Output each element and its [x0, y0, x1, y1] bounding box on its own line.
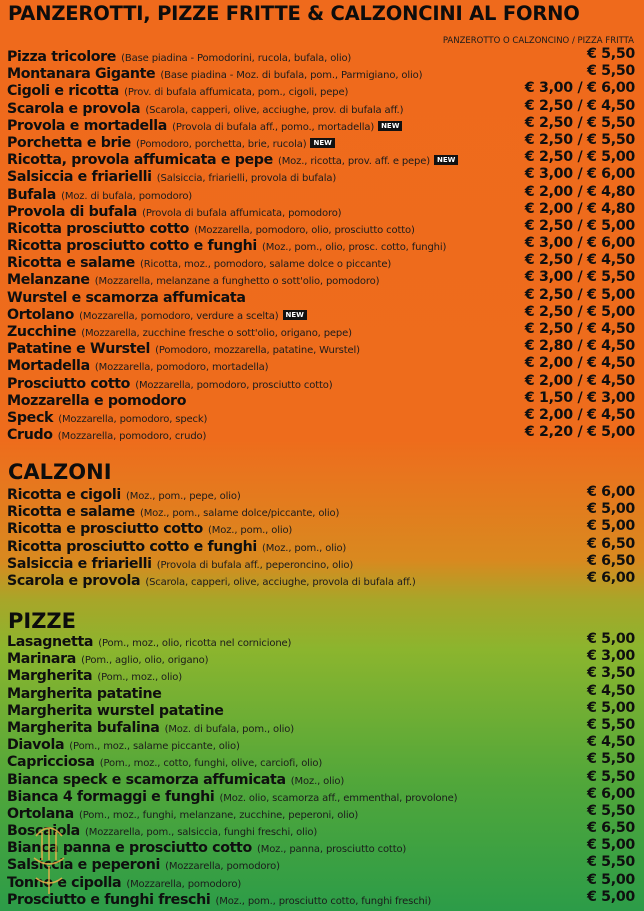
item-name: Ortolano	[7, 306, 75, 323]
item-price: € 6,00	[586, 785, 635, 802]
item-price: € 2,00 / € 4,50	[524, 406, 635, 423]
menu-item-melanzane	[7, 269, 635, 289]
menu-item-marinara	[7, 648, 635, 668]
item-price: € 2,00 / € 4,50	[524, 355, 635, 372]
item-price: € 2,00 / € 4,80	[524, 200, 635, 217]
new-badge: NEW	[283, 310, 307, 320]
item-description: (Moz. olio, scamorza aff., emmenthal, provolone)	[219, 792, 458, 804]
item-description: (Mozzarella, pomodoro, mortadella)	[94, 362, 269, 374]
menu-item-boscaiola	[7, 820, 635, 840]
menu-item-prosciutto-e-funghi-freschi	[7, 889, 635, 906]
menu-item-ricotta-prosciutto-cotto-e-funghi	[7, 235, 635, 255]
item-name: Bianca panna e prosciutto cotto	[7, 840, 252, 857]
item-description: (Base piadina - Moz. di bufala, pom., Parmigiano, olio)	[160, 70, 423, 82]
item-description: (Base piadina - Pomodorini, rucola, bufala, olio)	[121, 53, 352, 64]
item-name: Salsiccia e peperoni	[7, 857, 160, 874]
item-description: (Mozzarella, zucchine fresche o sott'olio, origano, pepe)	[81, 328, 352, 339]
item-price: € 2,50 / € 5,50	[524, 131, 635, 148]
item-price: € 2,80 / € 4,50	[524, 338, 635, 355]
menu-item-salsiccia-e-peperoni	[7, 854, 635, 874]
item-name: Mozzarella e pomodoro	[7, 392, 187, 409]
item-price: € 2,50 / € 5,00	[524, 286, 635, 303]
menu-item-ricotta-prosciutto-cotto-e-funghi	[7, 536, 635, 553]
item-name: Bufala	[7, 186, 56, 203]
item-name: Prosciutto e funghi freschi	[7, 891, 211, 908]
menu-item-ricotta-e-salame	[7, 252, 635, 272]
menu-item-bianca-panna-e-prosciutto-cotto	[7, 837, 635, 857]
item-name: Margherita	[7, 668, 93, 685]
item-description: (Provola di bufala aff., pomo., mortadella)	[172, 121, 375, 133]
item-price: € 5,50	[586, 768, 635, 785]
menu-item-ricotta-prosciutto-cotto	[7, 218, 635, 235]
menu-item-ortolano	[7, 304, 635, 321]
item-name: Crudo	[7, 427, 53, 444]
item-description: (Moz., pom., olio, prosc. cotto, funghi)	[262, 242, 447, 254]
menu-item-prosciutto-cotto	[7, 373, 635, 390]
item-description: (Pom., moz., olio, ricotta nel cornicione)	[98, 638, 292, 649]
item-price: € 1,50 / € 3,00	[524, 389, 635, 406]
item-description: (Moz., pom., olio)	[208, 525, 293, 537]
menu-item-salsiccia-e-friarielli	[7, 166, 635, 186]
item-price: € 2,50 / € 5,00	[524, 217, 635, 234]
item-description: (Mozzarella, pomodoro, prosciutto cotto)	[135, 379, 333, 391]
item-price: € 5,50	[586, 854, 635, 871]
item-price: € 2,50 / € 4,50	[524, 97, 635, 114]
item-name: Lasagnetta	[7, 634, 94, 650]
item-name: Boscaiola	[7, 823, 80, 840]
menu-item-margherita-wurstel-patatine	[7, 700, 635, 717]
item-price: € 3,00 / € 6,00	[524, 235, 635, 252]
item-name: Salsiccia e friarielli	[7, 169, 152, 186]
pizze-list	[7, 631, 635, 906]
menu-item-capricciosa	[7, 751, 635, 771]
item-name: Ricotta e salame	[7, 255, 135, 272]
item-name: Montanara Gigante	[7, 66, 156, 83]
item-price: € 5,50	[586, 802, 635, 819]
item-price: € 5,00	[586, 837, 635, 854]
item-price: € 5,00	[586, 501, 635, 518]
item-name: Bianca 4 formaggi e funghi	[7, 788, 215, 805]
item-description: (Mozzarella, pomodoro, verdure a scelta)	[79, 310, 279, 322]
menu-item-mozzarella-e-pomodoro	[7, 390, 635, 407]
new-badge: NEW	[378, 121, 402, 131]
calzoni-list	[7, 484, 635, 587]
item-price: € 6,50	[586, 820, 635, 837]
item-price: € 6,00	[586, 484, 635, 500]
item-name: Bianca speck e scamorza affumicata	[7, 771, 286, 788]
item-price: € 6,00	[586, 569, 635, 586]
item-description: (Moz., pom., salame dolce/piccante, olio)	[139, 508, 340, 520]
item-name: Provola di bufala	[7, 203, 137, 220]
item-description: (Pom., moz., olio)	[97, 672, 183, 684]
menu-item-montanara-gigante	[7, 63, 635, 83]
item-price: € 3,00	[586, 648, 635, 665]
new-badge: NEW	[434, 155, 458, 165]
item-name: Diavola	[7, 737, 65, 754]
item-name: Prosciutto cotto	[7, 375, 131, 392]
item-description: (Moz. di bufala, pomodoro)	[61, 190, 193, 202]
item-name: Speck	[7, 409, 54, 426]
item-name: Tonno e cipolla	[7, 874, 122, 891]
menu-item-crudo	[7, 424, 635, 444]
panzerotti-list	[7, 46, 635, 444]
item-description: (Mozzarella, pomodoro, crudo)	[57, 431, 207, 443]
item-description: (Provola di bufala aff., peperoncino, olio)	[156, 559, 354, 571]
item-description: (Pom., aglio, olio, origano)	[81, 655, 209, 667]
item-name: Ricotta prosciutto cotto e funghi	[7, 238, 257, 255]
item-name: Porchetta e brie	[7, 134, 131, 151]
price-column-header: PANZEROTTO O CALZONCINO / PIZZA FRITTA	[442, 36, 634, 46]
menu-item-ricotta-provola-affumicata-e-pepe	[7, 149, 635, 169]
menu-item-pizza-tricolore	[7, 46, 635, 63]
menu-item-bufala	[7, 184, 635, 201]
menu-item-salsiccia-e-friarielli	[7, 553, 635, 570]
item-name: Ricotta prosciutto cotto e funghi	[7, 538, 257, 555]
item-name: Ricotta prosciutto cotto	[7, 220, 190, 237]
item-description: (Mozzarella, pomodoro)	[165, 861, 280, 873]
item-price: € 2,50 / € 4,50	[524, 321, 635, 337]
item-name: Melanzane	[7, 272, 90, 289]
item-description: (Moz., pom., pepe, olio)	[125, 491, 241, 502]
item-description: (Ricotta, moz., pomodoro, salame dolce o piccante)	[139, 259, 392, 271]
menu-item-lasagnetta	[7, 631, 635, 648]
menu-item-cigoli-e-ricotta	[7, 80, 635, 100]
item-price: € 5,00	[586, 871, 635, 888]
section-title-pizze: PIZZE	[8, 609, 77, 633]
menu-item-ricotta-e-prosciutto-cotto	[7, 518, 635, 538]
item-price: € 5,50	[586, 63, 635, 80]
item-price: € 5,50	[586, 716, 635, 733]
item-price: € 4,50	[586, 734, 635, 751]
item-name: Salsiccia e friarielli	[7, 555, 152, 572]
item-name: Margherita wurstel patatine	[7, 702, 224, 719]
item-price: € 5,00	[586, 518, 635, 535]
item-description: (Scarola, capperi, olive, acciughe, prov. di bufala aff.)	[145, 104, 404, 116]
item-description: (Mozzarella, melanzane a funghetto o sott'olio, pomodoro)	[94, 276, 380, 288]
item-name: Zucchine	[7, 324, 77, 340]
item-description: (Provola di bufala affumicata, pomodoro)	[142, 207, 342, 219]
item-description: (Pom., moz., cotto, funghi, olive, carciofi, olio)	[99, 758, 323, 770]
menu-item-bianca-speck-e-scamorza-affumicata	[7, 769, 635, 786]
item-description: (Pomodoro, mozzarella, patatine, Wurstel)	[155, 345, 360, 357]
item-name: Scarola e provola	[7, 572, 141, 589]
item-name: Ricotta e cigoli	[7, 487, 121, 503]
menu-item-ortolana	[7, 803, 635, 820]
item-name: Ricotta e salame	[7, 504, 135, 521]
item-description: (Pom., moz., funghi, melanzane, zucchine, peperoni, olio)	[79, 809, 359, 821]
menu-item-porchetta-e-brie	[7, 132, 635, 149]
item-name: Scarola e provola	[7, 100, 141, 117]
item-description: (Mozzarella, pomodoro, speck)	[58, 413, 208, 425]
item-name: Margherita bufalina	[7, 719, 160, 736]
logo-watermark	[28, 818, 70, 898]
menu-item-scarola-e-provola	[7, 570, 635, 587]
item-price: € 2,20 / € 5,00	[524, 424, 635, 441]
item-description: (Pomodoro, porchetta, brie, rucola)	[136, 138, 307, 150]
item-price: € 2,50 / € 5,00	[524, 303, 635, 320]
item-price: € 6,50	[586, 552, 635, 569]
menu-item-margherita-bufalina	[7, 717, 635, 734]
menu-item-ricotta-e-salame	[7, 501, 635, 521]
item-description: (Moz. di bufala, pom., olio)	[164, 723, 294, 735]
item-price: € 5,00	[586, 631, 635, 647]
menu-item-diavola	[7, 734, 635, 754]
menu-item-provola-e-mortadella	[7, 115, 635, 132]
item-description: (Prov. di bufala affumicata, pom., cigoli, pepe)	[124, 87, 349, 99]
item-name: Provola e mortadella	[7, 117, 168, 134]
menu-item-margherita	[7, 665, 635, 685]
menu-item-wurstel-e-scamorza-affumicata	[7, 287, 635, 304]
item-price: € 3,00 / € 6,00	[524, 80, 635, 97]
item-description: (Mozzarella, pomodoro)	[126, 878, 242, 890]
item-price: € 5,00	[586, 888, 635, 905]
item-description: (Moz., ricotta, prov. aff. e pepe)	[277, 156, 431, 168]
item-description: (Moz., panna, prosciutto cotto)	[256, 844, 407, 856]
item-name: Margherita patatine	[7, 685, 162, 702]
item-name: Patatine e Wurstel	[7, 341, 150, 358]
item-description: (Salsiccia, friarielli, provola di bufala)	[156, 173, 337, 185]
item-description: (Moz., pom., olio)	[262, 542, 347, 554]
menu-item-bianca-4-formaggi-e-funghi	[7, 786, 635, 803]
page-title: PANZEROTTI, PIZZE FRITTE & CALZONCINI AL FORNO	[8, 2, 580, 25]
menu-item-tonno-e-cipolla	[7, 872, 635, 889]
item-description: (Moz., olio)	[290, 775, 345, 787]
menu-item-ricotta-e-cigoli	[7, 484, 635, 501]
item-name: Ortolana	[7, 805, 74, 822]
item-price: € 6,50	[586, 535, 635, 552]
item-price: € 2,50 / € 4,50	[524, 252, 635, 269]
item-price: € 4,50	[586, 682, 635, 699]
menu-item-scarola-e-provola	[7, 98, 635, 115]
item-name: Marinara	[7, 651, 76, 668]
menu-item-zucchine	[7, 321, 635, 338]
item-name: Cigoli e ricotta	[7, 83, 119, 100]
item-price: € 2,50 / € 5,50	[524, 114, 635, 131]
item-price: € 5,00	[586, 699, 635, 716]
item-name: Mortadella	[7, 358, 90, 375]
item-price: € 3,00 / € 6,00	[524, 166, 635, 183]
item-name: Wurstel e scamorza affumicata	[7, 289, 246, 306]
item-name: Pizza tricolore	[7, 49, 117, 65]
item-description: (Pom., moz., salame piccante, olio)	[69, 741, 240, 753]
item-description: (Scarola, capperi, olive, acciughe, provola di bufala aff.)	[145, 576, 416, 588]
item-name: Ricotta, provola affumicata e pepe	[7, 152, 273, 169]
item-name: Capricciosa	[7, 754, 95, 771]
item-price: € 5,50	[586, 46, 635, 62]
menu-item-provola-di-bufala	[7, 201, 635, 218]
menu-item-speck	[7, 407, 635, 424]
new-badge: NEW	[310, 138, 334, 148]
item-description: (Mozzarella, pomodoro, olio, prosciutto cotto)	[194, 224, 415, 236]
item-description: (Moz., pom., prosciutto cotto, funghi freschi)	[215, 895, 432, 907]
item-description: (Mozzarella, pom., salsiccia, funghi freschi, olio)	[84, 827, 318, 839]
item-price: € 5,50	[586, 751, 635, 768]
item-price: € 3,00 / € 5,50	[524, 269, 635, 286]
menu-item-mortadella	[7, 355, 635, 375]
item-price: € 2,00 / € 4,80	[524, 183, 635, 200]
item-price: € 2,00 / € 4,50	[524, 372, 635, 389]
menu-item-margherita-patatine	[7, 683, 635, 700]
item-name: Ricotta e prosciutto cotto	[7, 521, 203, 538]
item-price: € 2,50 / € 5,00	[524, 149, 635, 166]
item-price: € 3,50	[586, 665, 635, 682]
menu-item-patatine-e-wurstel	[7, 338, 635, 358]
section-title-calzoni: CALZONI	[8, 460, 112, 484]
